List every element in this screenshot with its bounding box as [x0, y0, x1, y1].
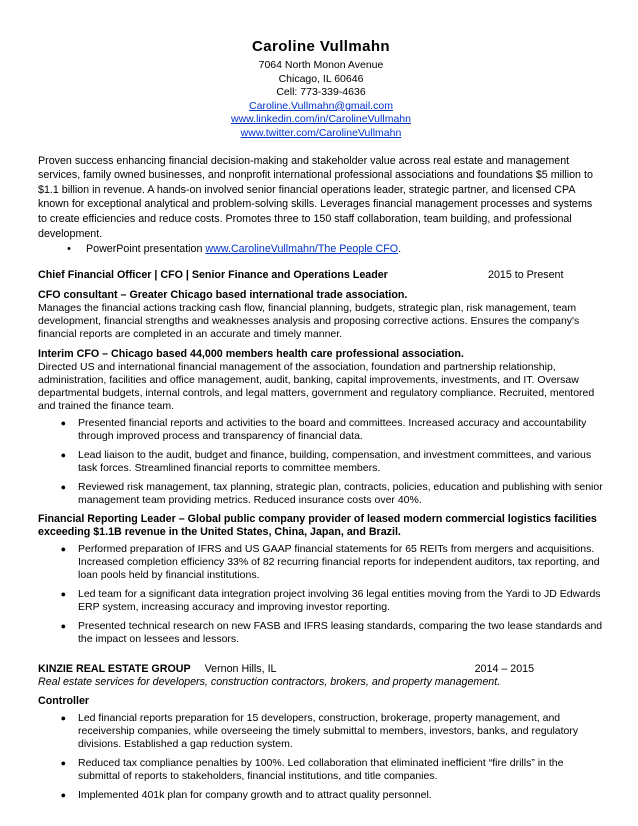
email-link[interactable]: Caroline.Vullmahn@gmail.com	[249, 99, 393, 112]
bullet-icon: ●	[60, 589, 66, 600]
job-role: Chief Financial Officer | CFO | Senior Finance and Operations Leader	[38, 269, 388, 282]
list-item: ● Presented financial reports and activities to the board and committees. Increased accuracy and accountability through improved process and transparency of financial data.	[38, 417, 604, 443]
summary-paragraph: Proven success enhancing financial decision-making and stakeholder value across real estate and management services, family owned businesses, and nonprofit international professional associations and foundations $5 million to $1.1 billion in revenue. A hands-on involved senior financial operations leader, strategic partner, and licensed CPA known for exceptional analytical and problem-solving skills. Leverages financial management processes and systems to create efficiencies and reduce costs. Promotes three to 150 staff collaboration, team building, and professional development.	[38, 154, 593, 240]
reporting-bullets	[38, 543, 604, 646]
city-state-zip: Chicago, IL 60646	[278, 72, 364, 85]
list-item: ● Implemented 401k plan for company growth and to attract quality personnel.	[38, 789, 604, 802]
company-name: KINZIE REAL ESTATE GROUP	[38, 663, 191, 676]
bullet-icon: ●	[60, 790, 66, 801]
interim-bullets	[38, 417, 604, 507]
interim-title: Interim CFO – Chicago based 44,000 members health care professional association.	[38, 348, 464, 361]
cell-phone: Cell: 773-339-4636	[276, 86, 366, 99]
bullet-icon: ●	[60, 758, 66, 769]
bullet-icon: ●	[60, 418, 66, 429]
summary-bullet	[38, 242, 604, 256]
summary-bullet-suffix: .	[398, 243, 402, 256]
list-item: ● Reduced tax compliance penalties by 100%. Led collaboration that eliminated inefficient “fire drills” in the submittal of reports to stakeholders, financial institutions, and title companies.	[38, 757, 604, 783]
interim-description: Directed US and international financial management of the association, foundation and partnership relationship, administration, facilities and office management, audit, banking, capital improvements, investments, and IT. Oversaw departmental budgets, internal controls, and legal matters, government and regulatory compliance. Recruited, mentored and trained the finance team.	[38, 361, 595, 413]
controller-bullets	[38, 712, 604, 802]
job-header-kinzie	[38, 662, 604, 676]
resume-header	[38, 38, 604, 141]
list-item: ● Reviewed risk management, tax planning, strategic plan, contracts, policies, education and publishing with senior management team providing metrics. Reduced insurance costs over 40%.	[38, 481, 604, 507]
list-item: ● Presented technical research on new FASB and IFRS leasing standards, comparing the two lease standards and the impact on lessees and lessors.	[38, 620, 604, 646]
company-tagline: Real estate services for developers, construction contractors, brokers, and property management.	[38, 676, 501, 689]
twitter-link[interactable]: www.twitter.com/CarolineVullmahn	[240, 126, 402, 139]
bullet-icon: ●	[60, 544, 66, 555]
consultant-title: CFO consultant – Greater Chicago based international trade association.	[38, 289, 408, 302]
bullet-icon: ●	[60, 450, 66, 461]
company-location: Vernon Hills, IL	[204, 663, 277, 676]
list-item: ● Lead liaison to the audit, budget and finance, building, compensation, and investment committees, and various task forces. Streamlined financial reports to committee members.	[38, 449, 604, 475]
reporting-title: Financial Reporting Leader – Global public company provider of leased modern commercial logistics facilities exceeding $1.1B revenue in the United States, China, Japan, and Brazil.	[38, 513, 597, 539]
job-role: Controller	[38, 695, 90, 708]
consultant-description: Manages the financial actions tracking cash flow, financial planning, budgets, strategic plan, risk management, team development, financial strengths and weaknesses analysis and proposing corrective actions. Ensures the company's financial reports are completed in an accurate and timely manner.	[38, 302, 580, 341]
presentation-link[interactable]: www.CarolineVullmahn/The People CFO	[205, 243, 399, 256]
job-dates: 2014 – 2015	[474, 663, 535, 676]
contact-block	[38, 59, 604, 141]
list-item: ● Performed preparation of IFRS and US GAAP financial statements for 65 REITs from mergers and acquisitions. Increased completion efficiency 33% of 82 recurring financial reports for independent auditors, tax reporting, and loan pools held by financial institutions.	[38, 543, 604, 582]
candidate-name: Caroline Vullmahn	[252, 38, 390, 55]
bullet-icon: ●	[60, 482, 66, 493]
bullet-icon: •	[67, 243, 71, 256]
list-item: ● Led financial reports preparation for 15 developers, construction, brokerage, property management, and receivership companies, while overseeing the timely submittal to members, investors, banks, and regulatory divisions. Established a gap reduction system.	[38, 712, 604, 751]
list-item: ● Led team for a significant data integration project involving 36 legal entities moving from the Yardi to JD Edwards ERP system, increasing accuracy and improving investor reporting.	[38, 588, 604, 614]
street-address: 7064 North Monon Avenue	[258, 59, 384, 71]
linkedin-link[interactable]: www.linkedin.com/in/CarolineVullmahn	[231, 113, 411, 126]
bullet-icon: ●	[60, 713, 66, 724]
job-dates: 2015 to Present	[488, 269, 564, 282]
bullet-icon: ●	[60, 621, 66, 632]
summary-bullet-prefix: PowerPoint presentation	[86, 243, 206, 256]
job-header-cfo	[38, 268, 604, 282]
